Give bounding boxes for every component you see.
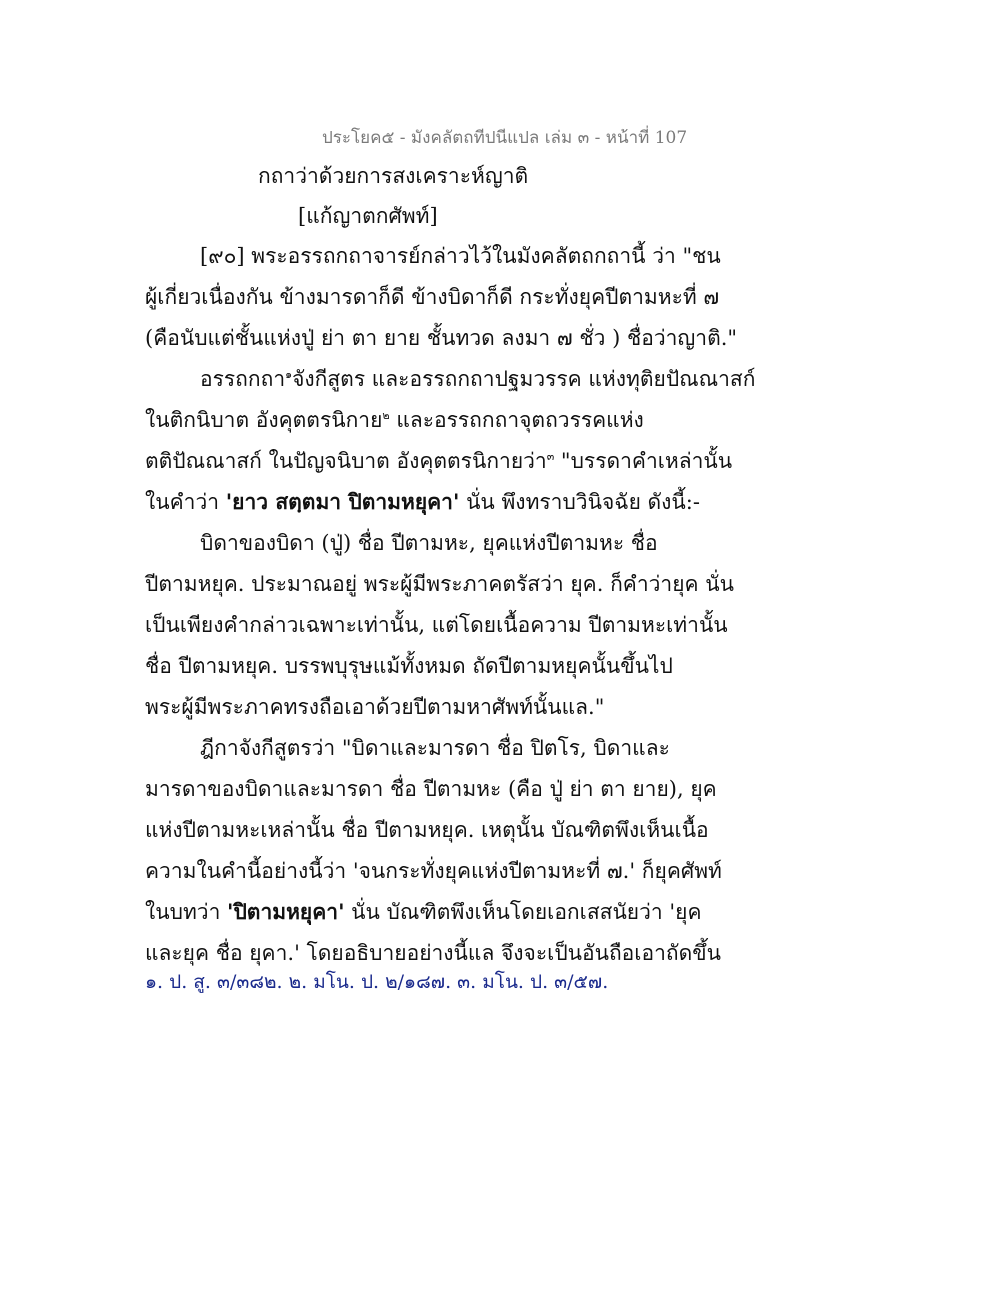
text-segment: ในคำว่า xyxy=(145,490,226,514)
footnote-marker: ๑ xyxy=(285,368,293,381)
section-title: กถาว่าด้วยการสงเคราะห์ญาติ xyxy=(258,164,529,188)
footnotes: ๑. ป. สู. ๓/๓๘๒. ๒. มโน. ป. ๒/๑๘๗. ๓. มโน. ป. ๓/๕๗. xyxy=(145,971,609,993)
text-segment: จังกีสูตร และอรรถกถาปฐมวรรค แห่งทุติยปัณณาสก์ xyxy=(292,367,756,391)
footnote-marker: ๓ xyxy=(546,450,555,463)
text-segment: และอรรถกถาจุตถวรรคแห่ง xyxy=(389,408,644,432)
text-segment: "บรรดาคำเหล่านั้น xyxy=(554,449,733,473)
paragraph-line: เป็นเพียงคำกล่าวเฉพาะเท่านั้น, แต่โดยเนื้อความ ปีตามหะเท่านั้น xyxy=(145,613,728,637)
paragraph-line xyxy=(200,363,755,396)
paragraph-line: พระผู้มีพระภาคทรงถือเอาด้วยปีตามหาศัพท์นั้นแล." xyxy=(145,695,605,719)
bold-pali-term: 'ปิตามหยุคา' xyxy=(227,899,345,924)
text-segment: อรรถกถา xyxy=(200,367,286,391)
text-segment: นั่น พึงทราบวินิจฉัย ดังนี้:- xyxy=(459,490,700,514)
paragraph-line: และยุค ชื่อ ยุคา.' โดยอธิบายอย่างนี้แล จึงจะเป็นอันถือเอาถัดขึ้น xyxy=(145,941,721,965)
bold-pali-term: 'ยาว สตฺตมา ปิตามหยุคา' xyxy=(225,489,460,514)
paragraph-line xyxy=(145,486,700,519)
paragraph-line xyxy=(145,896,702,929)
paragraph-line xyxy=(145,445,732,478)
paragraph-line: แห่งปีตามหะเหล่านั้น ชื่อ ปีตามหยุค. เหตุนั้น บัณฑิตพึงเห็นเนื้อ xyxy=(145,818,709,842)
paragraph-line: (คือนับแต่ชั้นแห่งปู่ ย่า ตา ยาย ชั้นทวด ลงมา ๗ ชั่ว ) ชื่อว่าญาติ." xyxy=(145,326,738,350)
paragraph-line: บิดาของบิดา (ปู่) ชื่อ ปีตามหะ, ยุคแห่งปีตามหะ ชื่อ xyxy=(200,531,658,555)
paragraph-line: ชื่อ ปีตามหยุค. บรรพบุรุษแม้ทั้งหมด ถัดปีตามหยุคนั้นขึ้นไป xyxy=(145,654,673,678)
paragraph-line: ปีตามหยุค. ประมาณอยู่ พระผู้มีพระภาคตรัสว่า ยุค. ก็คำว่ายุค นั่น xyxy=(145,572,734,596)
paragraph-line: [๙๐] พระอรรถกถาจารย์กล่าวไว้ในมังคลัตถกถานี้ ว่า "ชน xyxy=(200,244,721,268)
text-segment: ตติปัณณาสก์ ในปัญจนิบาต อังคุตตรนิกายว่า xyxy=(145,449,547,473)
paragraph-line: มารดาของบิดาและมารดา ชื่อ ปีตามหะ (คือ ปู่ ย่า ตา ยาย), ยุค xyxy=(145,777,717,801)
text-segment: นั่น บัณฑิตพึงเห็นโดยเอกเสสนัยว่า 'ยุค xyxy=(344,900,702,924)
paragraph-line xyxy=(145,404,644,437)
paragraph-line: ฎีกาจังกีสูตรว่า "บิดาและมารดา ชื่อ ปิตโร, บิดาและ xyxy=(200,736,670,760)
footnote-marker: ๒ xyxy=(382,409,390,422)
paragraph-line: ความในคำนี้อย่างนี้ว่า 'จนกระทั่งยุคแห่งปีตามหะที่ ๗.' ก็ยุคศัพท์ xyxy=(145,859,722,883)
paragraph-line: ผู้เกี่ยวเนื่องกัน ข้างมารดาก็ดี ข้างบิดาก็ดี กระทั่งยุคปีตามหะที่ ๗ xyxy=(145,285,720,309)
running-header: ประโยค๕ - มังคลัตถทีปนีแปล เล่ม ๓ - หน้าที่ 107 xyxy=(322,128,688,148)
section-subtitle: [แก้ญาตกศัพท์] xyxy=(298,204,438,228)
text-segment: ในติกนิบาต อังคุตตรนิกาย xyxy=(145,408,383,432)
text-segment: ในบทว่า xyxy=(145,900,228,924)
